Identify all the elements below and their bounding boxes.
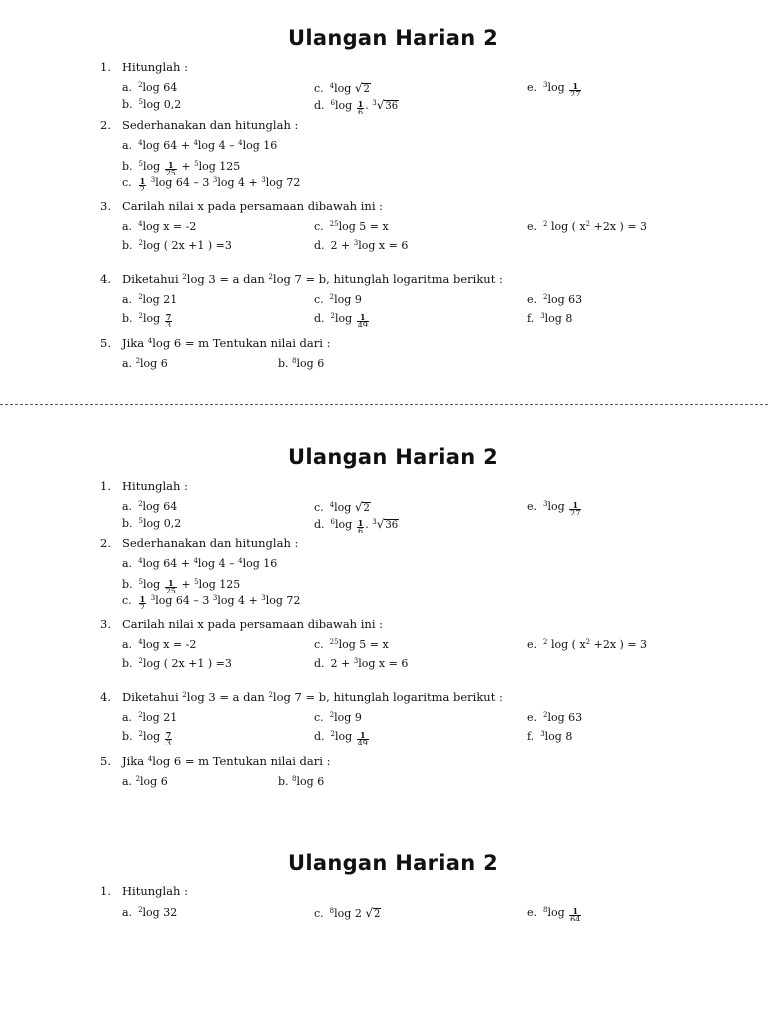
option-1a: a. $^2$log 32	[122, 906, 178, 919]
option-2a: a. $^4$log 64 + $^4$log 4 – $^4$log 16	[122, 139, 278, 152]
option-4e: e. $^2$log 63	[527, 293, 583, 306]
option-4f: f. $^3$log 8	[527, 730, 573, 743]
question-1: 1. Hitunglah :	[100, 884, 188, 898]
option-5b: b. $^8$log 6	[278, 775, 325, 788]
option-1a: a. $^2$log 64	[122, 500, 178, 513]
option-4b: b. $^2$log $\frac{7}{3}$	[122, 730, 172, 745]
option-1c: c. $^8$log 2 √2	[314, 906, 381, 920]
option-1e: e. $^8$log $\frac{1}{64}$	[527, 906, 581, 921]
option-4e: e. $^2$log 63	[527, 711, 583, 724]
option-2b: b. $^5$log $\frac{1}{25}$ + $^5$log 125	[122, 578, 241, 593]
option-3d: d. 2 + $^3$log x = 6	[314, 239, 409, 252]
page-title: Ulangan Harian 2	[288, 26, 498, 50]
option-4a: a. $^2$log 21	[122, 293, 178, 306]
option-3c: c. $^{25}$log 5 = x	[314, 638, 389, 651]
cut-line-divider	[0, 404, 768, 405]
option-3d: d. 2 + $^3$log x = 6	[314, 657, 409, 670]
option-1b: b. $^5$log 0,2	[122, 98, 182, 111]
question-3: 3. Carilah nilai x pada persamaan dibawah ini :	[100, 199, 384, 213]
option-2b: b. $^5$log $\frac{1}{25}$ + $^5$log 125	[122, 160, 241, 175]
option-3e: e. $^2$ log ( $x^2 +2x$ ) = 3	[527, 220, 648, 233]
option-4c: c. $^2$log 9	[314, 711, 362, 724]
option-4b: b. $^2$log $\frac{7}{3}$	[122, 312, 172, 327]
option-4c: c. $^2$log 9	[314, 293, 362, 306]
question-2: 2. Sederhanakan dan hitunglah :	[100, 118, 299, 132]
option-5a: a. $^2$log 6	[122, 357, 168, 370]
option-4d: d. $^2$log $\frac{1}{49}$	[314, 730, 368, 745]
option-5a: a. $^2$log 6	[122, 775, 168, 788]
option-4a: a. $^2$log 21	[122, 711, 178, 724]
option-3b: b. $^2$log ( 2x +1 ) =3	[122, 657, 232, 670]
question-5: 5. Jika $^4$log 6 = m Tentukan nilai dari :	[100, 754, 331, 768]
option-1a: a. $^2$log 64	[122, 81, 178, 94]
question-1: 1. Hitunglah :	[100, 479, 188, 493]
question-3: 3. Carilah nilai x pada persamaan dibawah ini :	[100, 617, 384, 631]
option-4d: d. $^2$log $\frac{1}{49}$	[314, 312, 368, 327]
option-3c: c. $^{25}$log 5 = x	[314, 220, 389, 233]
option-3a: a. $^4$log x = -2	[122, 638, 197, 651]
option-3e: e. $^2$ log ( $x^2 +2x$ ) = 3	[527, 638, 648, 651]
question-2: 2. Sederhanakan dan hitunglah :	[100, 536, 299, 550]
option-2a: a. $^4$log 64 + $^4$log 4 – $^4$log 16	[122, 557, 278, 570]
question-5: 5. Jika $^4$log 6 = m Tentukan nilai dari :	[100, 336, 331, 350]
option-5b: b. $^8$log 6	[278, 357, 325, 370]
option-3b: b. $^2$log ( 2x +1 ) =3	[122, 239, 232, 252]
option-4f: f. $^3$log 8	[527, 312, 573, 325]
option-1d: d. $^6$log $\frac{1}{6}$ . $^3$√36	[314, 98, 399, 114]
option-3a: a. $^4$log x = -2	[122, 220, 197, 233]
option-1d: d. $^6$log $\frac{1}{6}$ . $^3$√36	[314, 517, 399, 533]
option-1e: e. $^3$log $\frac{1}{27}$	[527, 500, 581, 515]
question-1: 1. Hitunglah :	[100, 60, 188, 74]
question-4: 4. Diketahui $^2$log 3 = a dan $^2$log 7 = b, hitunglah logaritma berikut :	[100, 272, 503, 286]
option-2c: c. $\frac{1}{2}$ $^3$log 64 – 3 $^3$log 4 + $^3$log 72	[122, 594, 301, 609]
option-1c: c. $^4$log √2	[314, 500, 370, 514]
option-1b: b. $^5$log 0,2	[122, 517, 182, 530]
question-4: 4. Diketahui $^2$log 3 = a dan $^2$log 7 = b, hitunglah logaritma berikut :	[100, 690, 503, 704]
page-title: Ulangan Harian 2	[288, 851, 498, 875]
page-title: Ulangan Harian 2	[288, 445, 498, 469]
option-1e: e. $^3$log $\frac{1}{27}$	[527, 81, 581, 96]
option-1c: c. $^4$log √2	[314, 81, 370, 95]
option-2c: c. $\frac{1}{2}$ $^3$log 64 – 3 $^3$log 4 + $^3$log 72	[122, 176, 301, 191]
